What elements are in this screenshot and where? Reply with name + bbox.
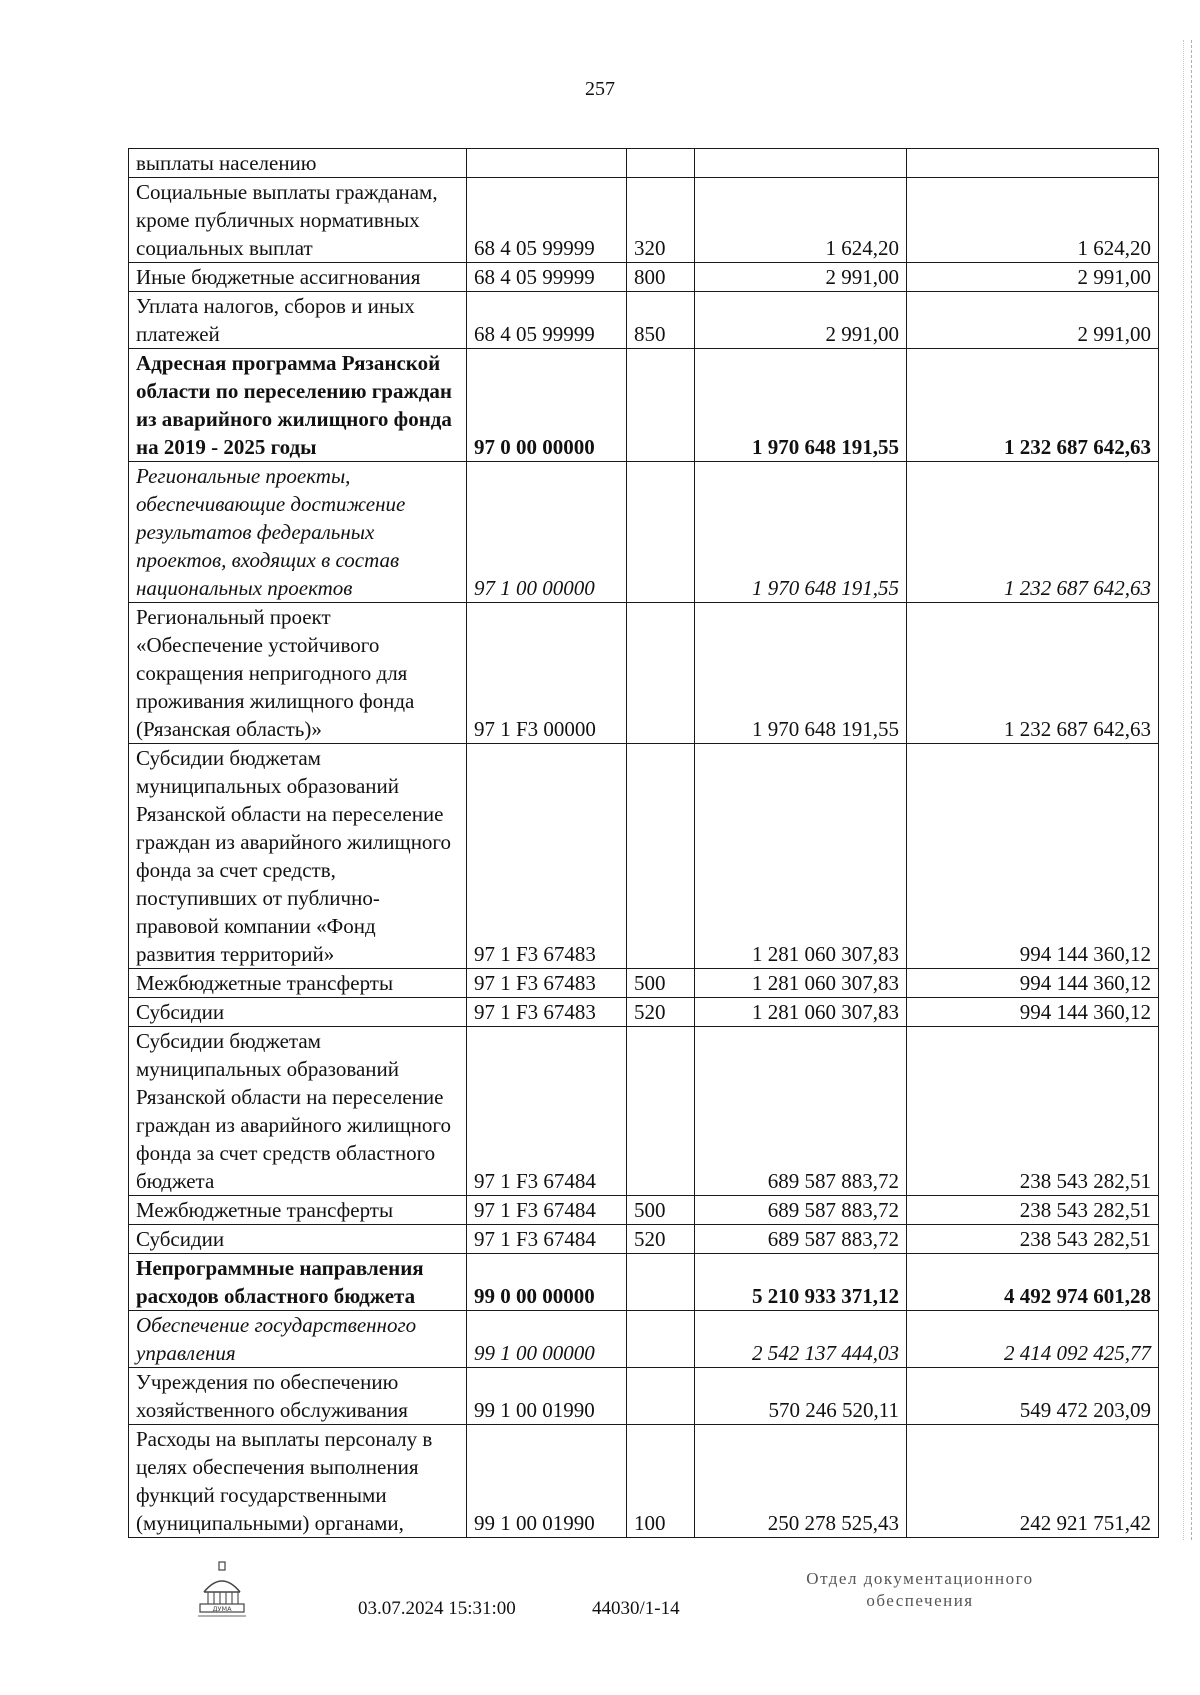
row-name-cell: Уплата налогов, сборов и иных платежей [129, 292, 467, 349]
budget-table [128, 148, 1159, 1538]
table-row [129, 1225, 1159, 1254]
budget-table-body [129, 149, 1159, 1538]
row-sum-2024-cell: 689 587 883,72 [695, 1027, 907, 1196]
row-sum-2024-cell: 1 970 648 191,55 [695, 462, 907, 603]
row-code-cell: 97 1 F3 67483 [467, 744, 627, 969]
table-row [129, 349, 1159, 462]
row-code-cell: 97 1 F3 67484 [467, 1027, 627, 1196]
table-row [129, 1368, 1159, 1425]
row-sum-2025-cell: 238 543 282,51 [907, 1225, 1159, 1254]
table-row [129, 603, 1159, 744]
stamp-line-2: обеспечения [866, 1591, 974, 1610]
row-sum-2025-cell: 238 543 282,51 [907, 1027, 1159, 1196]
table-row [129, 744, 1159, 969]
row-expense-type-cell [627, 603, 695, 744]
table-row [129, 1425, 1159, 1538]
scan-edge-mark [1191, 40, 1196, 1540]
row-code-cell: 99 1 00 01990 [467, 1368, 627, 1425]
row-name-cell: Непрограммные направления расходов областного бюджета [129, 1254, 467, 1311]
row-name-cell: Межбюджетные трансферты [129, 1196, 467, 1225]
row-expense-type-cell: 500 [627, 969, 695, 998]
row-code-cell: 99 1 00 01990 [467, 1425, 627, 1538]
row-name-cell: Социальные выплаты гражданам, кроме публичных нормативных социальных выплат [129, 178, 467, 263]
row-sum-2025-cell: 242 921 751,42 [907, 1425, 1159, 1538]
row-name-cell: Субсидии [129, 1225, 467, 1254]
table-row [129, 1027, 1159, 1196]
row-expense-type-cell [627, 1368, 695, 1425]
row-sum-2025-cell: 2 991,00 [907, 292, 1159, 349]
row-sum-2024-cell: 1 970 648 191,55 [695, 349, 907, 462]
scan-edge-mark-secondary [1183, 40, 1188, 1540]
row-sum-2024-cell: 570 246 520,11 [695, 1368, 907, 1425]
row-expense-type-cell: 520 [627, 1225, 695, 1254]
footer-document-number: 44030/1-14 [592, 1598, 680, 1619]
footer-date: 03.07.2024 15:31:00 [358, 1598, 516, 1619]
row-name-cell: Межбюджетные трансферты [129, 969, 467, 998]
row-sum-2024-cell: 1 624,20 [695, 178, 907, 263]
row-expense-type-cell: 520 [627, 998, 695, 1027]
row-expense-type-cell: 800 [627, 263, 695, 292]
row-name-cell: Субсидии [129, 998, 467, 1027]
row-code-cell [467, 149, 627, 178]
row-expense-type-cell [627, 149, 695, 178]
row-sum-2025-cell: 994 144 360,12 [907, 998, 1159, 1027]
table-row [129, 1254, 1159, 1311]
row-sum-2024-cell: 1 281 060 307,83 [695, 744, 907, 969]
row-sum-2025-cell: 1 232 687 642,63 [907, 603, 1159, 744]
row-expense-type-cell [627, 1311, 695, 1368]
row-code-cell: 97 1 F3 00000 [467, 603, 627, 744]
row-sum-2025-cell: 1 232 687 642,63 [907, 462, 1159, 603]
row-sum-2024-cell: 689 587 883,72 [695, 1225, 907, 1254]
row-code-cell: 68 4 05 99999 [467, 263, 627, 292]
table-row [129, 1196, 1159, 1225]
row-sum-2025-cell [907, 149, 1159, 178]
row-sum-2024-cell: 5 210 933 371,12 [695, 1254, 907, 1311]
department-stamp [770, 1568, 1070, 1612]
row-name-cell: Региональный проект «Обеспечение устойчивого сокращения непригодного для проживания жилищного фонда (Рязанская область)» [129, 603, 467, 744]
table-row [129, 178, 1159, 263]
row-sum-2024-cell: 1 970 648 191,55 [695, 603, 907, 744]
row-sum-2024-cell: 689 587 883,72 [695, 1196, 907, 1225]
row-sum-2025-cell: 238 543 282,51 [907, 1196, 1159, 1225]
row-expense-type-cell: 100 [627, 1425, 695, 1538]
row-name-cell: выплаты населению [129, 149, 467, 178]
row-sum-2025-cell: 1 624,20 [907, 178, 1159, 263]
row-sum-2025-cell: 2 991,00 [907, 263, 1159, 292]
table-row [129, 1311, 1159, 1368]
row-code-cell: 68 4 05 99999 [467, 178, 627, 263]
row-code-cell: 97 1 F3 67483 [467, 969, 627, 998]
row-name-cell: Обеспечение государственного управления [129, 1311, 467, 1368]
logo-text: ДУМА [212, 1605, 232, 1613]
row-name-cell: Учреждения по обеспечению хозяйственного обслуживания [129, 1368, 467, 1425]
row-name-cell: Расходы на выплаты персоналу в целях обеспечения выполнения функций государственными (муниципальными) органами, [129, 1425, 467, 1538]
row-sum-2024-cell: 1 281 060 307,83 [695, 969, 907, 998]
row-sum-2025-cell: 994 144 360,12 [907, 744, 1159, 969]
row-code-cell: 97 1 F3 67484 [467, 1196, 627, 1225]
row-expense-type-cell [627, 349, 695, 462]
row-sum-2024-cell: 2 542 137 444,03 [695, 1311, 907, 1368]
table-row [129, 998, 1159, 1027]
row-expense-type-cell: 850 [627, 292, 695, 349]
row-name-cell: Субсидии бюджетам муниципальных образований Рязанской области на переселение граждан из аварийного жилищного фонда за счет средств областного бюджета [129, 1027, 467, 1196]
row-code-cell: 99 1 00 00000 [467, 1311, 627, 1368]
row-expense-type-cell [627, 744, 695, 969]
row-sum-2024-cell [695, 149, 907, 178]
row-sum-2025-cell: 4 492 974 601,28 [907, 1254, 1159, 1311]
row-code-cell: 97 1 F3 67483 [467, 998, 627, 1027]
row-expense-type-cell [627, 1027, 695, 1196]
table-row [129, 969, 1159, 998]
duma-logo-icon [196, 1560, 248, 1620]
page-number: 257 [585, 78, 615, 100]
row-expense-type-cell [627, 462, 695, 603]
row-sum-2025-cell: 994 144 360,12 [907, 969, 1159, 998]
row-name-cell: Адресная программа Рязанской области по переселению граждан из аварийного жилищного фонда на 2019 - 2025 годы [129, 349, 467, 462]
row-sum-2024-cell: 1 281 060 307,83 [695, 998, 907, 1027]
row-expense-type-cell: 320 [627, 178, 695, 263]
row-code-cell: 97 0 00 00000 [467, 349, 627, 462]
row-sum-2024-cell: 250 278 525,43 [695, 1425, 907, 1538]
table-row [129, 462, 1159, 603]
row-code-cell: 97 1 F3 67484 [467, 1225, 627, 1254]
row-code-cell: 97 1 00 00000 [467, 462, 627, 603]
row-code-cell: 68 4 05 99999 [467, 292, 627, 349]
row-name-cell: Региональные проекты, обеспечивающие достижение результатов федеральных проектов, входящих в состав национальных проектов [129, 462, 467, 603]
row-expense-type-cell: 500 [627, 1196, 695, 1225]
table-row [129, 292, 1159, 349]
row-code-cell: 99 0 00 00000 [467, 1254, 627, 1311]
table-row [129, 263, 1159, 292]
table-row [129, 149, 1159, 178]
row-expense-type-cell [627, 1254, 695, 1311]
row-name-cell: Субсидии бюджетам муниципальных образований Рязанской области на переселение граждан из аварийного жилищного фонда за счет средств, поступивших от публично-правовой компании «Фонд развития территорий» [129, 744, 467, 969]
row-sum-2025-cell: 2 414 092 425,77 [907, 1311, 1159, 1368]
stamp-line-1: Отдел документационного [806, 1569, 1034, 1588]
row-sum-2025-cell: 1 232 687 642,63 [907, 349, 1159, 462]
row-name-cell: Иные бюджетные ассигнования [129, 263, 467, 292]
row-sum-2024-cell: 2 991,00 [695, 292, 907, 349]
row-sum-2025-cell: 549 472 203,09 [907, 1368, 1159, 1425]
row-sum-2024-cell: 2 991,00 [695, 263, 907, 292]
